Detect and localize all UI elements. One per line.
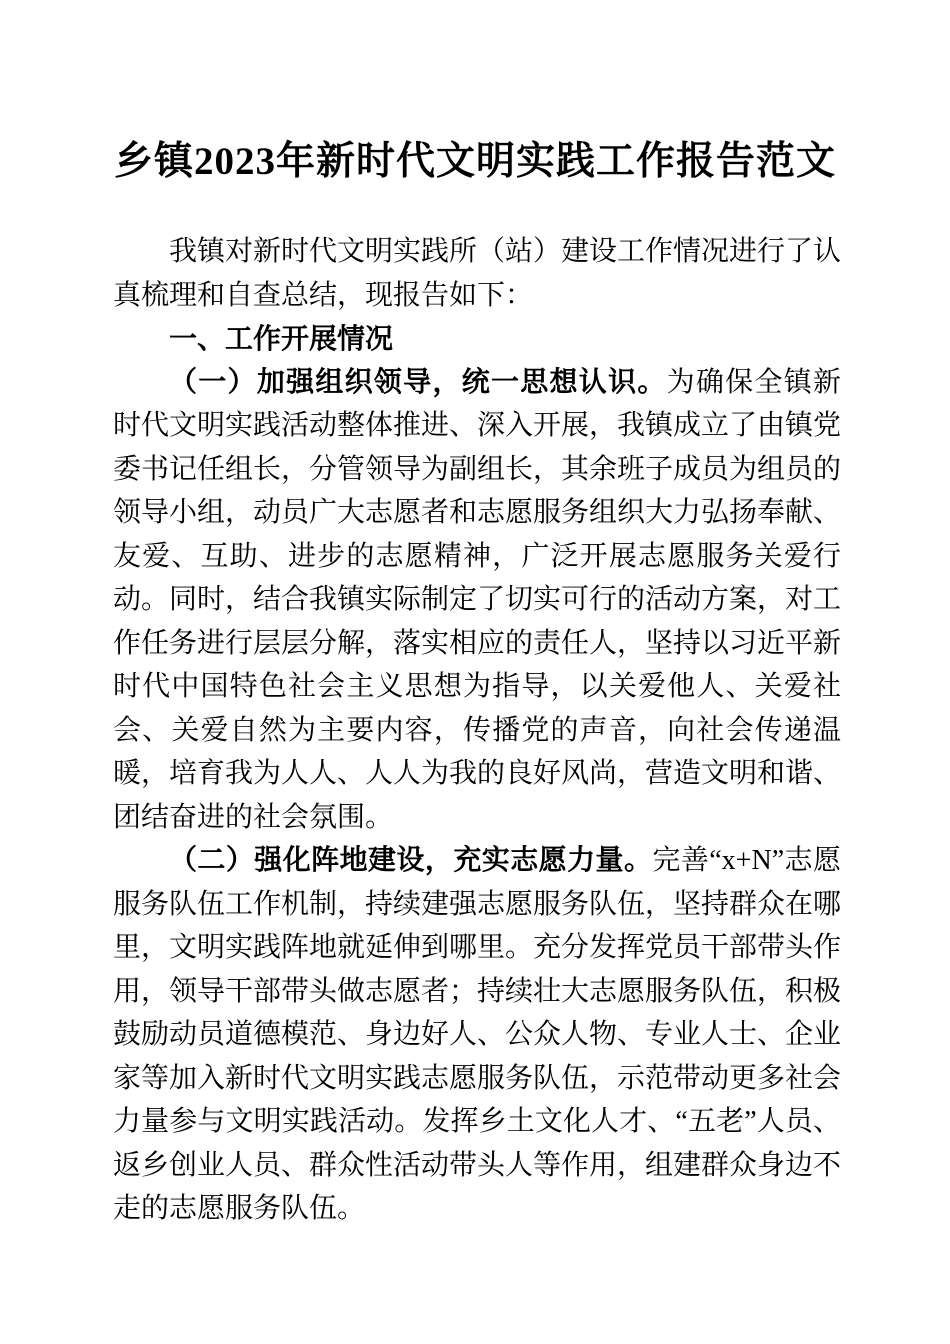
paragraph-sub2-lead: （二）强化阵地建设，充实志愿力量。 [169, 845, 653, 876]
paragraph-sub1 [113, 361, 841, 840]
paragraph-sub2 [113, 839, 841, 1231]
intro-paragraph: 我镇对新时代文明实践所（站）建设工作情况进行了认真梳理和自查总结，现报告如下： [113, 236, 842, 311]
paragraph-sub2-text: 完善“x+N”志愿服务队伍工作机制，持续建强志愿服务队伍，坚持群众在哪里，文明实践阵地就延伸到哪里。充分发挥党员干部带头作用，领导干部带头做志愿者；持续壮大志愿服务队伍，积极鼓励动员道德模范、身边好人、公众人物、专业人士、企业家等加入新时代文明实践志愿服务队伍，示范带动更多社会力量参与文明实践活动。发挥乡土文化人才、“五老”人员、返乡创业人员、群众性活动带头人等作用，组建群众身边不走的志愿服务队伍。 [113, 845, 842, 1224]
document-title: 乡镇2023年新时代文明实践工作报告范文 [113, 140, 836, 183]
paragraph-sub1-lead: （一）加强组织领导，统一思想认识。 [169, 366, 667, 398]
section-heading-work-progress: 一、工作开展情况 [169, 323, 394, 354]
paragraph-sub1-text: 为确保全镇新时代文明实践活动整体推进、深入开展，我镇成立了由镇党委书记任组长，分管领导为副组长，其余班子成员为组员的领导小组，动员广大志愿者和志愿服务组织大力弘扬奉献、友爱、互助、进步的志愿精神，广泛开展志愿服务关爱行动。同时，结合我镇实际制定了切实可行的活动方案，对工作任务进行层层分解，落实相应的责任人，坚持以习近平新时代中国特色社会主义思想为指导，以关爱他人、关爱社会、关爱自然为主要内容，传播党的声音，向社会传递温暖，培育我为人人、人人为我的良好风尚，营造文明和谐、团结奋进的社会氛围。 [113, 366, 842, 833]
document-body [113, 230, 841, 1231]
